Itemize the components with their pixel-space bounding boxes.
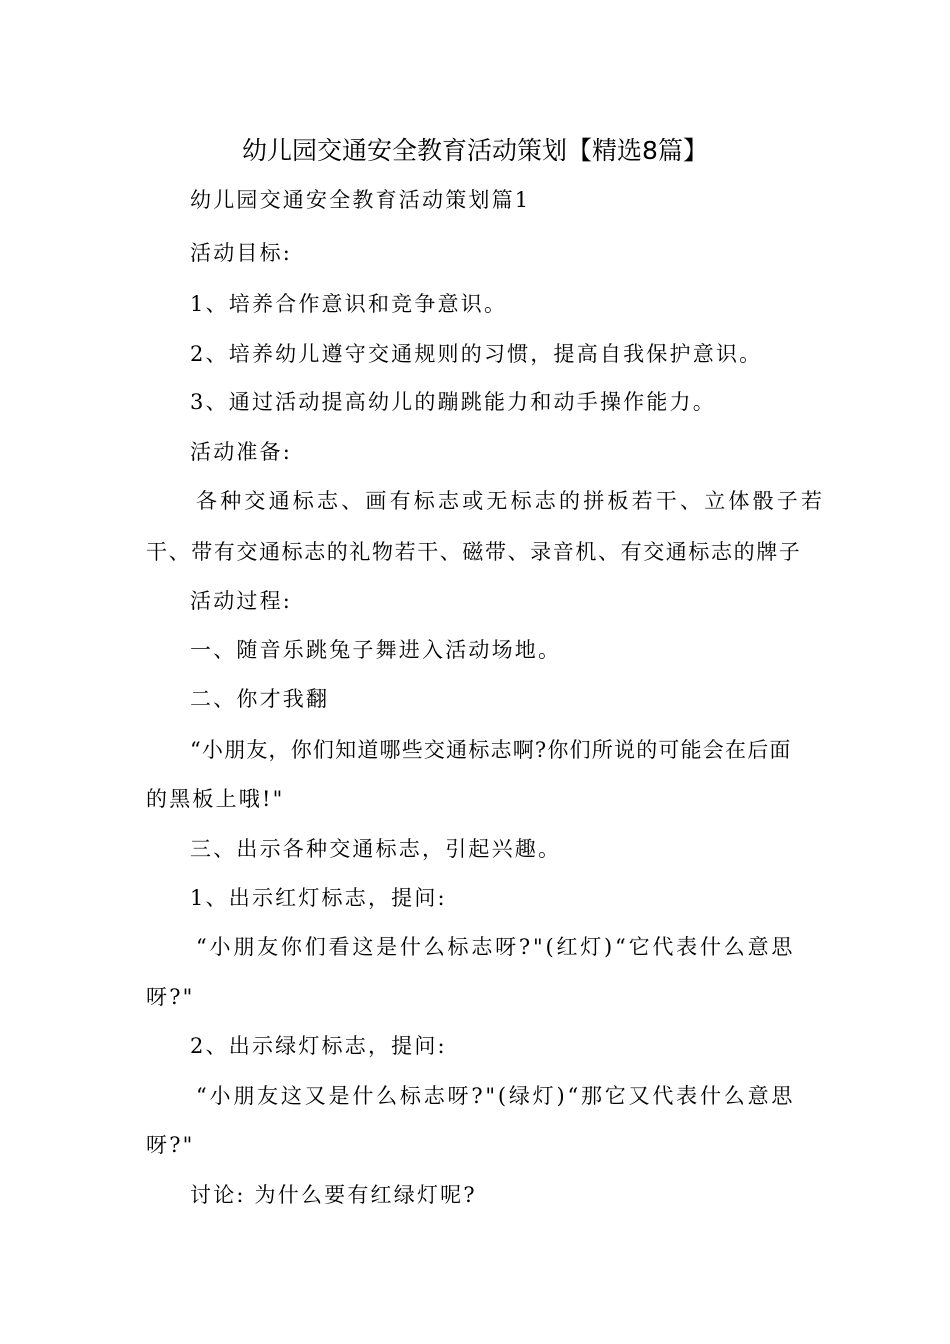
paragraph-line: 三、出示各种交通标志，引起兴趣。 [190,837,562,861]
paragraph-line: 干、带有交通标志的礼物若干、磁带、录音机、有交通标志的牌子 [146,540,802,564]
paragraph-line: “小朋友这又是什么标志呀?"(绿灯)“那它又代表什么意思 [196,1084,796,1108]
paragraph-line: 呀?" [146,985,195,1009]
paragraph-line: 3、通过活动提高幼儿的蹦跳能力和动手操作能力。 [190,390,716,414]
paragraph-line: 一、随音乐跳兔子舞进入活动场地。 [190,638,562,662]
paragraph-line: “小朋友你们看这是什么标志呀?"(红灯)“它代表什么意思 [196,935,796,959]
paragraph-line: 的黑板上哦!" [146,787,285,811]
paragraph-line: 1、出示红灯标志，提问: [190,886,447,910]
paragraph-line: 讨论: 为什么要有红绿灯呢? [190,1183,477,1207]
paragraph-line: 1、培养合作意识和竞争意识。 [190,292,508,316]
paragraph-line: 2、培养幼儿遵守交通规则的习惯，提高自我保护意识。 [190,342,763,366]
document-title: 幼儿园交通安全教育活动策划【精选8篇】 [242,136,708,165]
paragraph-line: 2、出示绿灯标志，提问: [190,1034,447,1058]
paragraph-line: 呀?" [146,1133,195,1157]
paragraph-line: “小朋友，你们知道哪些交通标志啊?你们所说的可能会在后面 [190,738,792,762]
section-heading: 幼儿园交通安全教育活动策划篇1 [190,188,531,212]
paragraph-line: 活动准备: [190,440,293,464]
paragraph-line: 二、你才我翻 [190,687,330,711]
paragraph-line: 活动目标: [190,241,293,265]
paragraph-line: 各种交通标志、画有标志或无标志的拼板若干、立体骰子若 [196,489,826,513]
paragraph-line: 活动过程: [190,589,293,613]
